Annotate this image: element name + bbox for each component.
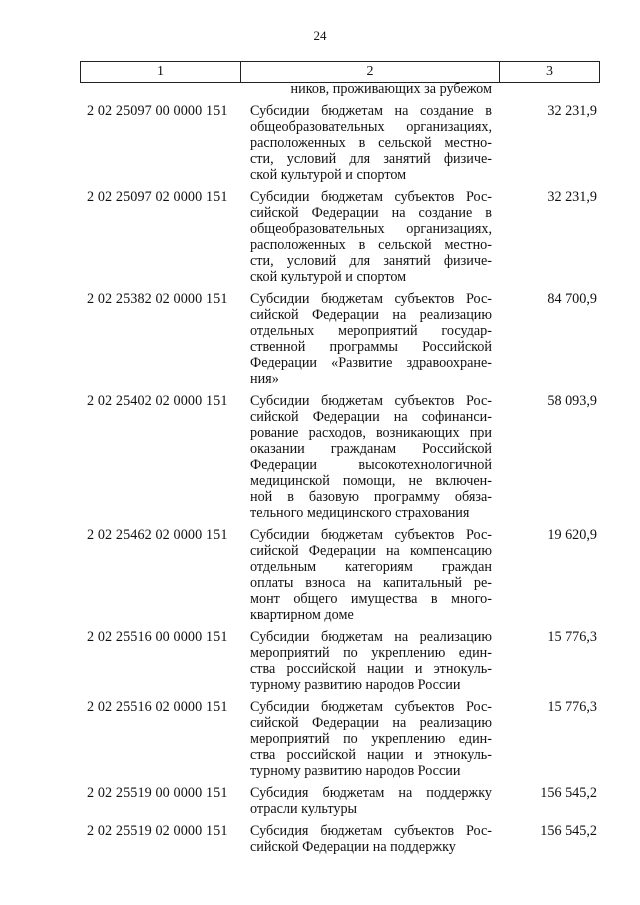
column-header-description: 2	[241, 62, 500, 82]
row-description	[250, 189, 492, 285]
description-line: Федерации «Развитие здравоохране-	[250, 355, 492, 371]
description-line: ской культурой и спортом	[250, 269, 407, 285]
description-line: монт общего имущества в много-	[250, 591, 492, 607]
row-description	[250, 291, 492, 387]
description-line: оказании гражданам Российской	[250, 441, 492, 457]
amount-value: 32 231,9	[547, 103, 597, 119]
table-row	[80, 291, 600, 387]
table-body	[80, 103, 600, 855]
column-header-code: 1	[81, 62, 241, 82]
budget-code: 2 02 25462 02 0000 151	[87, 527, 228, 543]
description-line: медицинской помощи, не включен-	[250, 473, 492, 489]
description-line: турному развитию народов России	[250, 677, 461, 693]
budget-table	[80, 61, 600, 855]
amount-value: 58 093,9	[547, 393, 597, 409]
description-line: ской культурой и спортом	[250, 167, 407, 183]
description-line: рование расходов, возникающих при	[250, 425, 492, 441]
description-line: оплаты взноса на капитальный ре-	[250, 575, 492, 591]
description-line: турному развитию народов России	[250, 763, 461, 779]
description-line: отрасли культуры	[250, 801, 358, 817]
description-line: сти, условий для занятий физиче-	[250, 253, 492, 269]
budget-code: 2 02 25516 00 0000 151	[87, 629, 228, 645]
description-line: отдельным категориям граждан	[250, 559, 492, 575]
table-row	[80, 189, 600, 285]
description-line: Субсидии бюджетам субъектов Рос-	[250, 291, 492, 307]
amount-value: 15 776,3	[547, 629, 597, 645]
description-line: сийской Федерации на реализацию	[250, 715, 492, 731]
amount-value: 156 545,2	[540, 823, 597, 839]
table-header-row	[80, 61, 600, 83]
description-line: ной в базовую программу обяза-	[250, 489, 492, 505]
description-line: Субсидии бюджетам на реализацию	[250, 629, 492, 645]
description-line: сти, условий для занятий физиче-	[250, 151, 492, 167]
description-line: расположенных в сельской местно-	[250, 237, 492, 253]
description-line: Субсидии бюджетам субъектов Рос-	[250, 527, 492, 543]
table-row	[80, 785, 600, 817]
description-line: сийской Федерации на создание в	[250, 205, 492, 221]
amount-value: 156 545,2	[540, 785, 597, 801]
row-description	[250, 527, 492, 623]
table-row	[80, 629, 600, 693]
description-line: отдельных мероприятий государ-	[250, 323, 492, 339]
continuation-text: ников, проживающих за рубежом	[290, 81, 492, 97]
row-description	[250, 699, 492, 779]
budget-code: 2 02 25516 02 0000 151	[87, 699, 228, 715]
amount-value: 32 231,9	[547, 189, 597, 205]
description-line: сийской Федерации на поддержку	[250, 839, 456, 855]
budget-code: 2 02 25097 00 0000 151	[87, 103, 228, 119]
table-row	[80, 699, 600, 779]
description-line: Субсидии бюджетам субъектов Рос-	[250, 699, 492, 715]
budget-code: 2 02 25519 00 0000 151	[87, 785, 228, 801]
row-description	[250, 393, 492, 521]
description-line: тельного медицинского страхования	[250, 505, 470, 521]
column-header-amount: 3	[546, 64, 553, 79]
amount-value: 84 700,9	[547, 291, 597, 307]
row-description	[250, 785, 492, 817]
page-number: 24	[313, 28, 327, 43]
description-line: ния»	[250, 371, 279, 387]
table-row	[80, 393, 600, 521]
description-line: ства российской нации и этнокуль-	[250, 661, 492, 677]
table-row	[80, 527, 600, 623]
description-line: Субсидия бюджетам субъектов Рос-	[250, 823, 492, 839]
amount-value: 19 620,9	[547, 527, 597, 543]
description-line: общеобразовательных организациях,	[250, 119, 492, 135]
row-description	[250, 103, 492, 183]
row-description	[250, 629, 492, 693]
description-line: квартирном доме	[250, 607, 354, 623]
amount-value: 15 776,3	[547, 699, 597, 715]
row-description	[250, 823, 492, 855]
description-line: мероприятий по укреплению един-	[250, 731, 492, 747]
description-line: сийской Федерации на компенсацию	[250, 543, 492, 559]
description-line: Субсидии бюджетам субъектов Рос-	[250, 189, 492, 205]
description-line: сийской Федерации на реализацию	[250, 307, 492, 323]
budget-code: 2 02 25382 02 0000 151	[87, 291, 228, 307]
description-line: Субсидии бюджетам на создание в	[250, 103, 492, 119]
description-line: ственной программы Российской	[250, 339, 492, 355]
description-line: мероприятий по укреплению един-	[250, 645, 492, 661]
description-line: расположенных в сельской местно-	[250, 135, 492, 151]
description-line: сийской Федерации на софинанси-	[250, 409, 492, 425]
budget-code: 2 02 25519 02 0000 151	[87, 823, 228, 839]
budget-code: 2 02 25097 02 0000 151	[87, 189, 228, 205]
description-line: общеобразовательных организациях,	[250, 221, 492, 237]
table-row	[80, 823, 600, 855]
description-line: Федерации высокотехнологичной	[250, 457, 492, 473]
budget-code: 2 02 25402 02 0000 151	[87, 393, 228, 409]
description-line: Субсидии бюджетам субъектов Рос-	[250, 393, 492, 409]
description-line: Субсидия бюджетам на поддержку	[250, 785, 492, 801]
description-line: ства российской нации и этнокуль-	[250, 747, 492, 763]
table-row	[80, 103, 600, 183]
